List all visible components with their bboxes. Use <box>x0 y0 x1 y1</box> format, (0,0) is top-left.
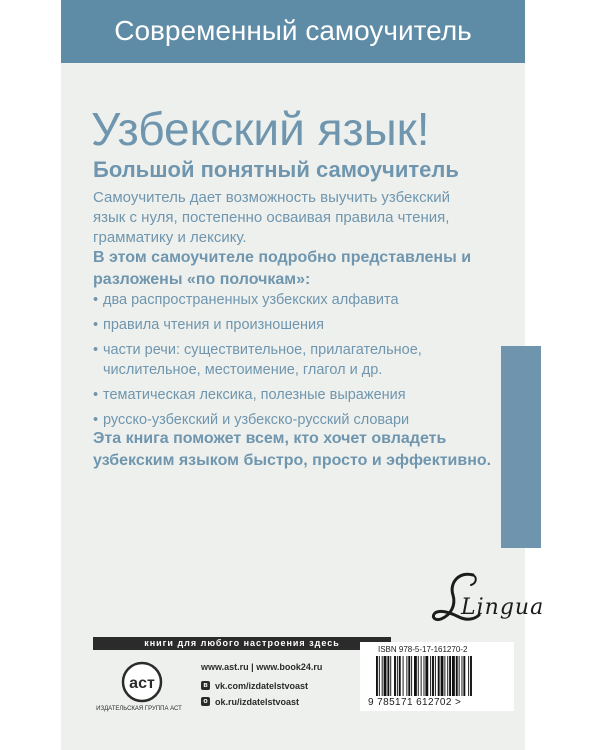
barcode-bar <box>406 656 407 696</box>
list-item <box>93 410 493 430</box>
publisher-links <box>201 661 322 712</box>
barcode-bar <box>418 656 419 696</box>
barcode-bar <box>462 656 463 696</box>
barcode-bar <box>390 656 391 696</box>
barcode-bar <box>387 656 389 696</box>
barcode-bar <box>441 656 444 696</box>
barcode-bar <box>397 656 398 696</box>
bullet-icon: • <box>93 387 99 403</box>
list-item-text: русско-узбекский и узбекско-русский словари <box>103 412 410 428</box>
bullet-icon: • <box>93 292 99 308</box>
ast-logo <box>117 658 167 702</box>
isbn: ISBN 978-5-17-161270-2 <box>378 645 468 654</box>
ok-link-text: ok.ru/izdatelstvoast <box>215 697 300 707</box>
barcode-number: 9 785171 612702 > <box>368 697 462 708</box>
lead-text: В этом самоучителе подробно представлены и разложены «по полочкам»: <box>93 249 472 288</box>
bullet-icon: • <box>93 342 99 358</box>
list-item <box>93 290 493 310</box>
publisher-name: ИЗДАТЕЛЬСКАЯ ГРУППА АСТ <box>96 706 182 712</box>
barcode-bar <box>403 656 404 696</box>
barcode <box>360 642 514 711</box>
closing-text: Эта книга поможет всем, кто хочет овладеть узбекским языком быстро, просто и эффективно. <box>93 430 492 469</box>
barcode-bar <box>382 656 383 696</box>
barcode-bar <box>435 656 436 696</box>
vk-icon: в <box>201 681 210 690</box>
list-item-text: правила чтения и произношения <box>103 317 325 333</box>
barcode-bar <box>468 656 469 696</box>
tagline-bar <box>93 637 391 650</box>
website-link[interactable]: www.ast.ru | www.book24.ru <box>201 662 323 672</box>
intro-text: Самоучитель дает возможность выучить узбекский язык с нуля, постепенно осваивая правила чтения, грамматику и лексику. <box>93 189 450 246</box>
barcode-bar <box>438 656 440 696</box>
barcode-bar <box>449 656 451 696</box>
barcode-bar <box>394 656 396 696</box>
barcode-bar <box>447 656 448 696</box>
barcode-bar <box>432 656 434 696</box>
bullet-icon: • <box>93 412 99 428</box>
side-color-tab <box>501 346 541 548</box>
barcode-bar <box>414 656 417 696</box>
book-title: Узбекский язык! <box>91 103 430 155</box>
barcode-bar <box>456 656 458 696</box>
list-item <box>93 315 493 335</box>
barcode-bar <box>421 656 422 696</box>
list-item-text: тематическая лексика, полезные выражения <box>103 387 406 403</box>
vk-link[interactable] <box>201 680 322 692</box>
barcode-bar <box>379 656 380 696</box>
list-item-text: два распространенных узбекских алфавита <box>103 292 399 308</box>
list-item <box>93 385 493 405</box>
barcode-bar <box>411 656 412 696</box>
barcode-bar <box>384 656 387 696</box>
series-header <box>61 0 525 63</box>
barcode-bar <box>463 656 465 696</box>
barcode-bar <box>425 656 428 696</box>
lingua-logo <box>443 575 553 631</box>
barcode-bar <box>430 656 431 696</box>
lingua-wordmark: Lingua <box>461 595 545 620</box>
bullet-icon: • <box>93 317 99 333</box>
book-back-cover <box>61 0 545 750</box>
barcode-bar <box>399 656 401 696</box>
list-item <box>93 340 493 380</box>
barcode-bar <box>408 656 410 696</box>
barcode-bar <box>444 656 445 696</box>
barcode-bar <box>459 656 460 696</box>
barcode-bar <box>424 656 425 696</box>
features-list <box>93 290 493 435</box>
list-item-text: части речи: существительное, прилагательное, числительное, местоимение, глагол и др. <box>103 342 422 378</box>
barcode-bar <box>376 656 378 696</box>
ok-icon: о <box>201 697 210 706</box>
ok-link[interactable] <box>201 696 322 708</box>
barcode-bars <box>374 656 504 696</box>
barcode-bar <box>452 656 455 696</box>
ast-logo-text: аст <box>129 675 155 692</box>
tagline: книги для любого настроения здесь <box>144 638 340 648</box>
book-subtitle: Большой понятный самоучитель <box>93 157 459 182</box>
vk-link-text: vk.com/izdatelstvoast <box>215 681 309 691</box>
barcode-bar <box>470 656 472 696</box>
series-title: Современный самоучитель <box>114 15 472 46</box>
